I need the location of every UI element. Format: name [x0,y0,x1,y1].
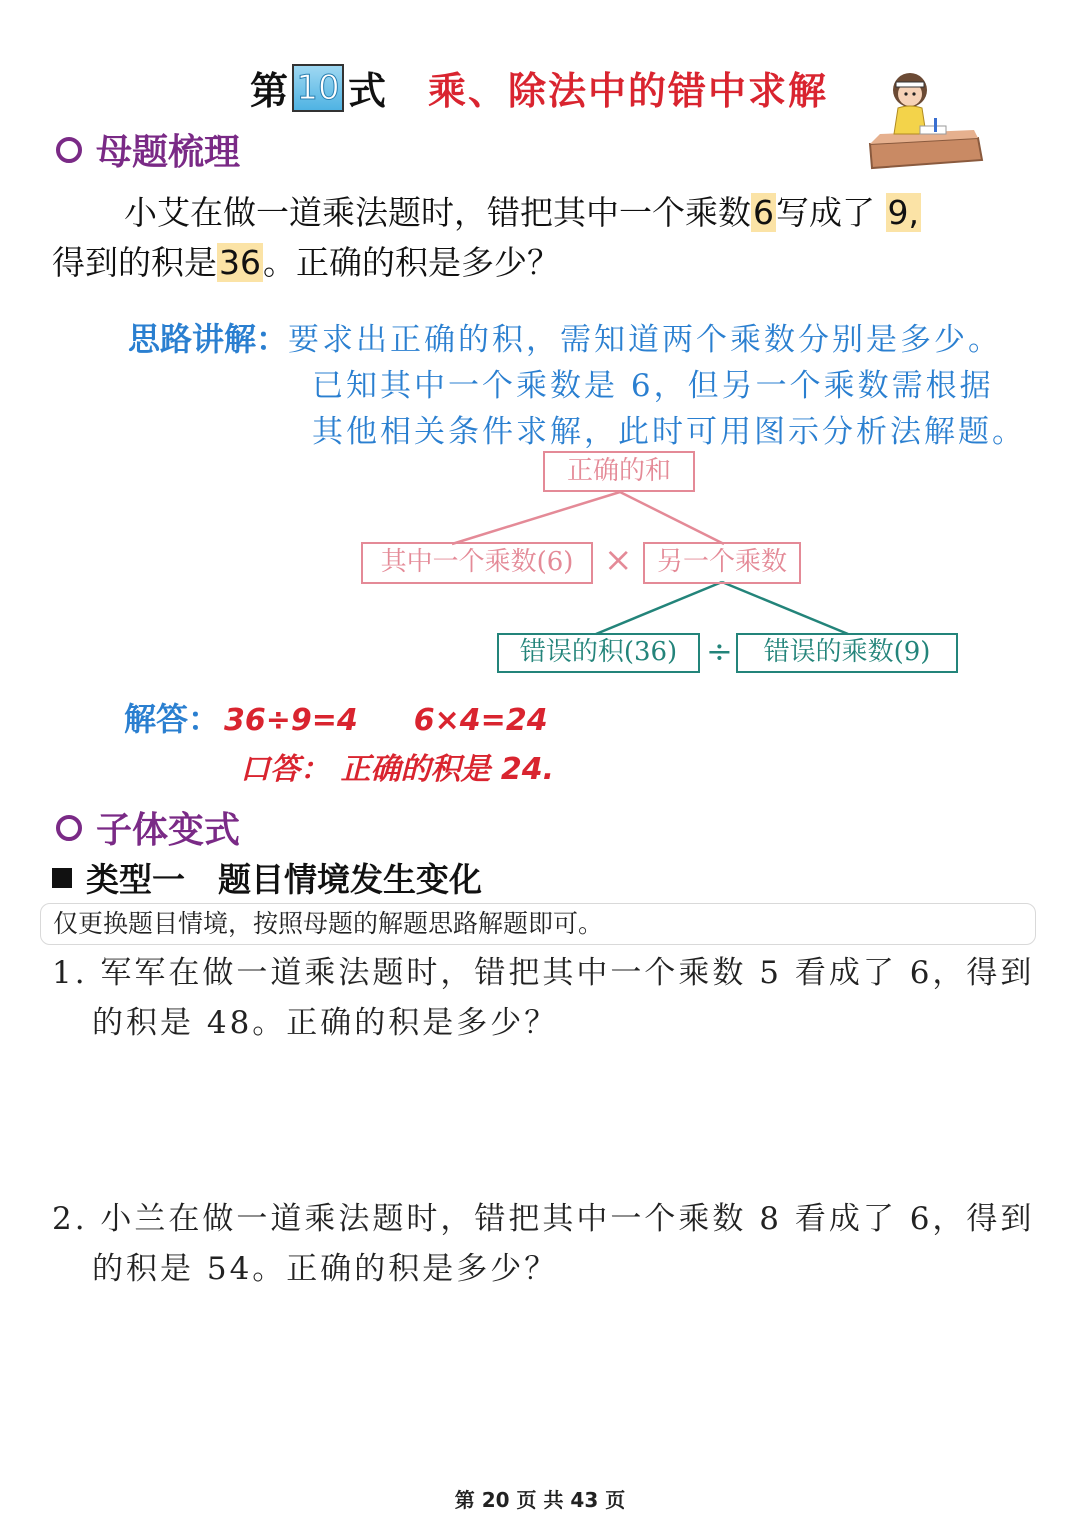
highlight-number: 9, [887,193,919,232]
ring-bullet-icon [56,815,82,841]
lesson-suffix: 式 [348,69,387,113]
mother-problem-text: 小艾在做一道乘法题时，错把其中一个乘数6写成了 9, 得到的积是36。正确的积是多少？ [52,193,919,282]
page-title: 乘、除法中的错中求解 [428,69,829,113]
oral-answer: 口答： 正确的积是 24. [240,752,555,787]
section-heading-variants: 子体变式 [56,802,240,853]
divide-icon: ÷ [706,632,733,670]
diagram-box-wrong-product: 错误的积(36) [497,633,700,673]
answer-equation-1: 36÷9=4 [224,703,358,738]
question-1: 1. 军军在做一道乘法题时，错把其中一个乘数 5 看成了 6，得到 的积是 48。正确的积是多少？ [52,955,1035,1041]
multiply-icon: × [604,540,633,580]
tip-box: 仅更换题目情境，按照母题的解题思路解题即可。 [40,903,1036,945]
square-bullet-icon [52,868,72,888]
diagram-box-correct-sum: 正确的和 [543,451,695,492]
highlight-number: 6 [753,193,774,232]
highlight-number: 36 [219,243,261,282]
diagram-box-one-factor: 其中一个乘数(6) [361,542,593,584]
hint-label: 思路讲解： [128,320,289,358]
page-footer: 第 20 页 共 43 页 [454,1488,626,1512]
section-heading-mother-problem: 母题梳理 [56,124,240,175]
solution-hint: 思路讲解： 要求出正确的积，需知道两个乘数分别是多少。 已知其中一个乘数是 6，但另一个乘数需根据 其他相关条件求解，此时可用图示分析法解题。 [128,314,1058,452]
lesson-prefix: 第 [250,69,289,113]
type-heading: 类型一 题目情境发生变化 [52,854,482,901]
question-2: 2. 小兰在做一道乘法题时，错把其中一个乘数 8 看成了 6，得到 的积是 54。正确的积是多少？ [52,1201,1035,1287]
answer-label: 解答： [124,700,221,738]
lesson-number-box: 10 [292,64,344,112]
answer-line [124,694,824,740]
answer-equation-2: 6×4=24 [413,703,548,738]
diagram-box-other-factor: 另一个乘数 [643,542,801,584]
diagram-box-wrong-factor: 错误的乘数(9) [736,633,958,673]
